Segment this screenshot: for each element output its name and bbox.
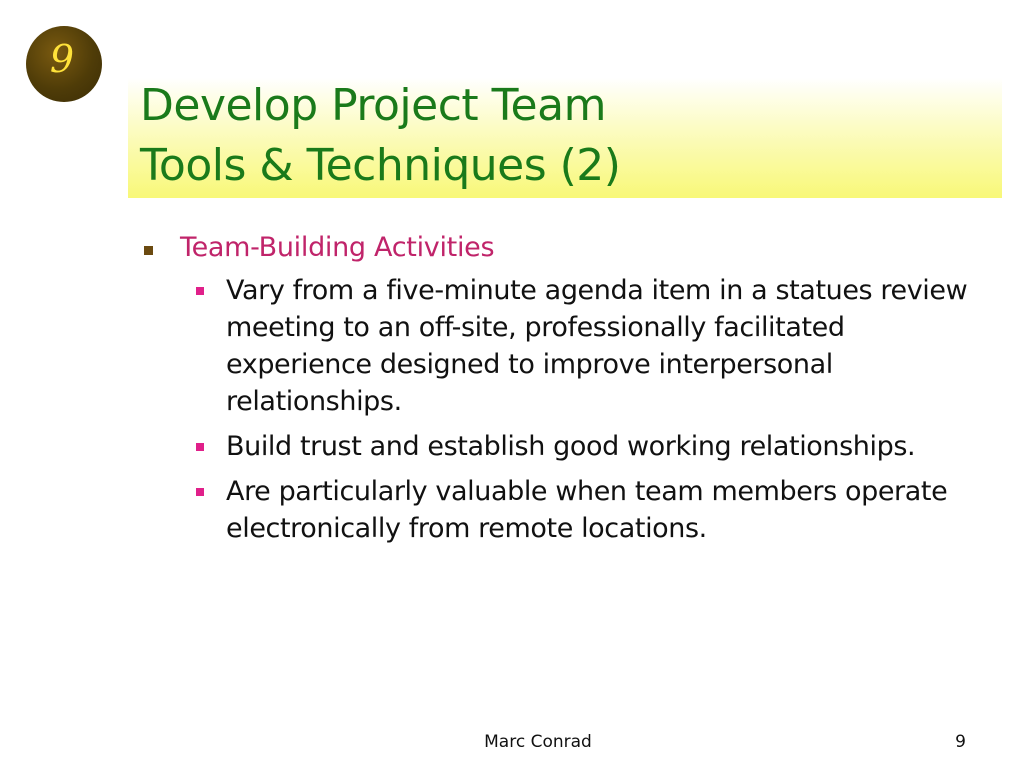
sub-bullet-text: Build trust and establish good working relationships. [226,431,916,462]
square-bullet-icon [196,488,204,496]
footer-author: Marc Conrad [484,732,592,752]
square-bullet-icon [196,443,204,451]
square-bullet-icon [196,287,204,295]
square-bullet-icon [144,246,153,255]
sub-bullet-list [142,272,1002,547]
bullet-team-building [142,228,1002,268]
slide-number-badge [26,26,102,102]
footer-page-number: 9 [955,732,966,752]
slide-content [142,228,1002,555]
sub-bullet-item [142,428,986,465]
sub-bullet-item [142,272,986,420]
title-line-1: Develop Project Team [140,80,606,131]
sub-bullet-item [142,473,986,547]
sub-bullet-text: Vary from a five-minute agenda item in a statues review meeting to an off-site, professionally facilitated experience designed to improve interpersonal relationships. [226,275,968,417]
sub-bullet-text: Are particularly valuable when team members operate electronically from remote locations. [226,476,948,544]
badge-number: 9 [49,37,75,81]
title-line-2: Tools & Techniques (2) [140,140,621,191]
slide-title [140,76,620,196]
bullet-heading: Team-Building Activities [180,232,495,263]
